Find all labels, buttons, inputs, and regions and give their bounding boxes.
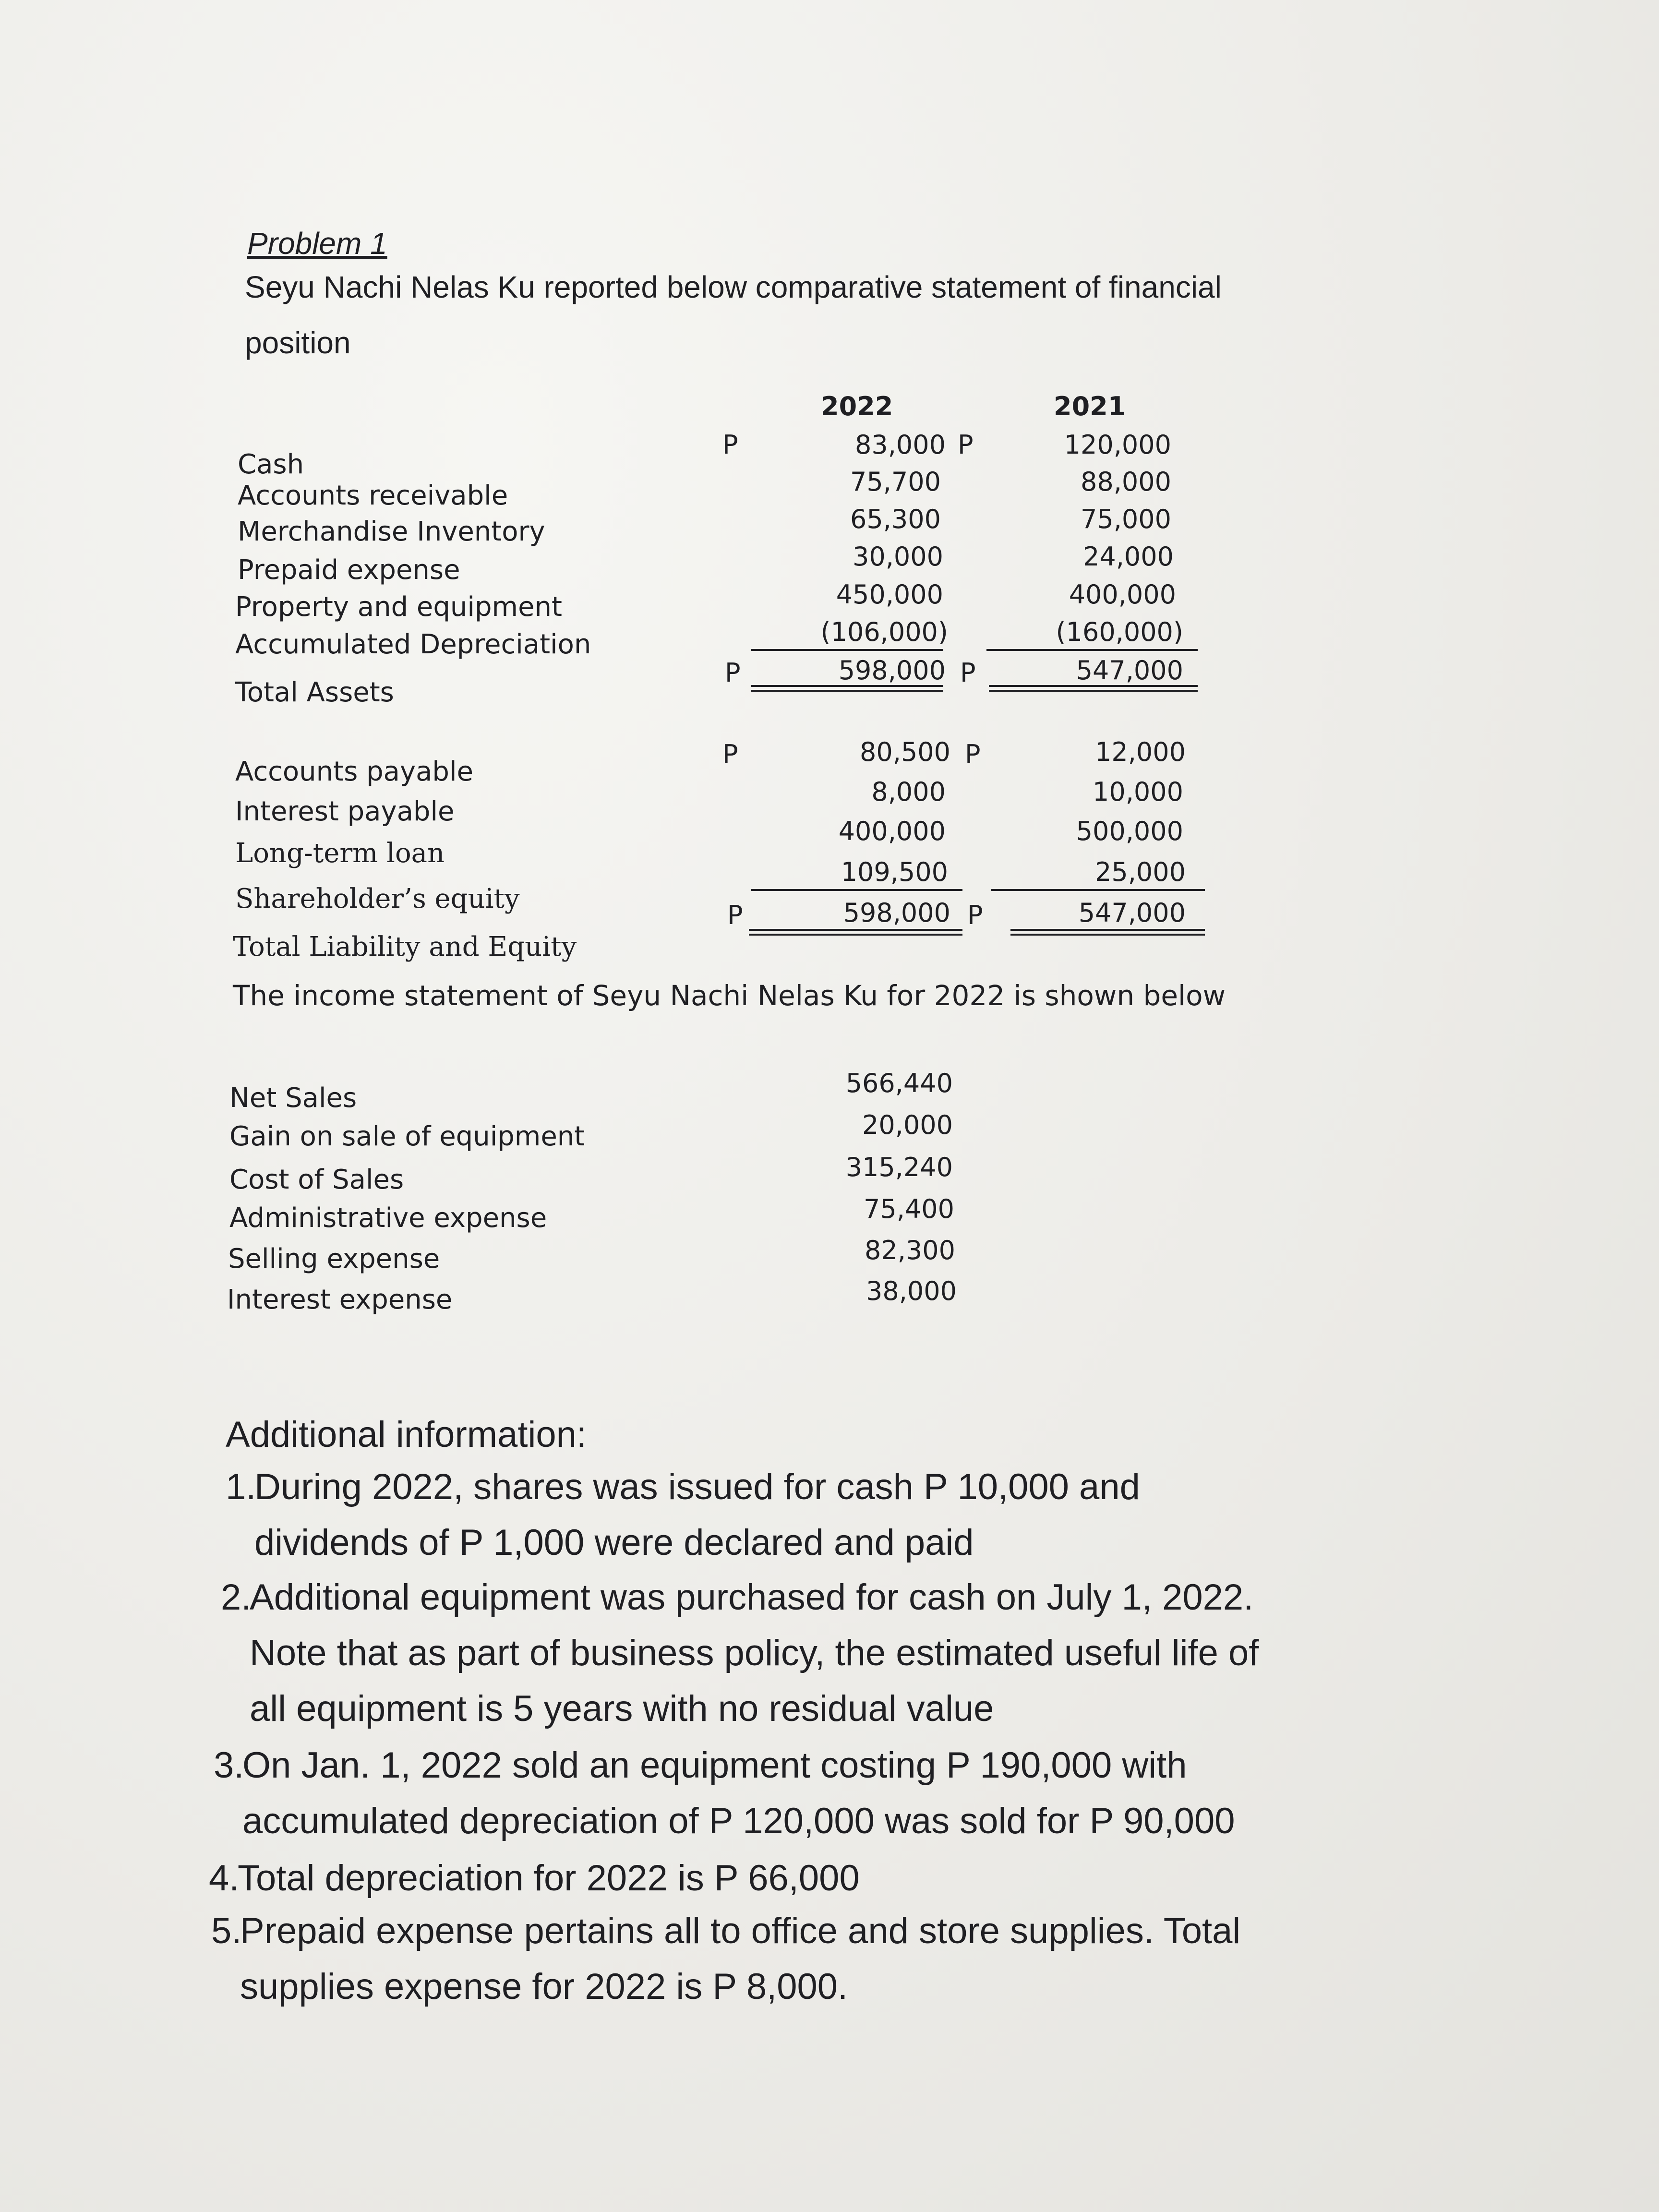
total-assets-label: Total Assets — [235, 677, 394, 708]
asset-2022: 75,700 — [850, 467, 941, 497]
total-double-rule — [749, 929, 962, 936]
liability-2021: 12,000 — [1095, 737, 1186, 767]
currency-symbol: P — [722, 739, 738, 769]
liability-2022: 8,000 — [871, 777, 946, 807]
income-value: 566,440 — [845, 1068, 953, 1098]
asset-2021: 400,000 — [1069, 579, 1176, 610]
total-double-rule — [1010, 929, 1205, 936]
item-number: 2. — [221, 1577, 252, 1618]
currency-symbol: P — [965, 739, 981, 769]
income-label: Net Sales — [229, 1082, 357, 1114]
asset-2022: (106,000) — [820, 617, 948, 647]
asset-2022: 65,300 — [850, 504, 941, 534]
subtotal-rule — [751, 889, 962, 891]
liability-label: Long-term loan — [235, 838, 445, 869]
income-label: Gain on sale of equipment — [229, 1121, 585, 1152]
asset-label: Merchandise Inventory — [238, 516, 545, 547]
total-double-rule — [989, 685, 1198, 692]
liability-2021: 500,000 — [1076, 816, 1183, 846]
liability-label: Accounts payable — [235, 756, 473, 787]
asset-label: Cash — [238, 449, 304, 480]
subtotal-rule — [991, 889, 1205, 891]
asset-2022: 30,000 — [853, 541, 943, 572]
item-text: Total depreciation for 2022 is P 66,000 — [238, 1858, 860, 1899]
asset-2021: 120,000 — [1064, 430, 1171, 460]
currency-symbol: P — [960, 658, 976, 688]
item-text: Additional equipment was purchased for cash on July 1, 2022. Note that as part of business policy, the estimated useful life of all equipment is 5 years with no residual value — [250, 1577, 1259, 1729]
asset-2021: 88,000 — [1081, 467, 1171, 497]
item-number: 5. — [211, 1911, 242, 1951]
liability-2022: 80,500 — [860, 737, 950, 767]
liability-2021: 10,000 — [1093, 777, 1183, 807]
asset-2021: (160,000) — [1056, 617, 1183, 647]
income-value: 38,000 — [866, 1276, 957, 1306]
income-statement-heading: The income statement of Seyu Nachi Nelas Ku for 2022 is shown below — [233, 979, 1226, 1012]
asset-label: Prepaid expense — [238, 554, 460, 586]
income-value: 82,300 — [865, 1235, 955, 1265]
additional-heading: Additional information: — [226, 1414, 587, 1455]
additional-item — [209, 1851, 1265, 1906]
total-double-rule — [751, 685, 943, 692]
item-number: 3. — [214, 1745, 244, 1786]
asset-label: Accumulated Depreciation — [235, 629, 591, 660]
currency-symbol: P — [725, 658, 741, 688]
asset-2021: 24,000 — [1083, 541, 1174, 572]
currency-symbol: P — [727, 900, 743, 930]
liability-2022: 400,000 — [838, 816, 946, 846]
currency-symbol: P — [958, 430, 974, 460]
header-2022: 2022 — [821, 391, 893, 421]
additional-item — [226, 1459, 1282, 1571]
liability-2022: 109,500 — [841, 857, 948, 887]
additional-item — [211, 1903, 1267, 2015]
income-label: Interest expense — [227, 1284, 453, 1315]
currency-symbol: P — [722, 430, 738, 460]
asset-label: Property and equipment — [235, 591, 562, 623]
income-label: Administrative expense — [229, 1202, 547, 1234]
liability-label: Shareholder’s equity — [235, 883, 520, 914]
item-text: On Jan. 1, 2022 sold an equipment costing P 190,000 with accumulated depreciation of P 120,000 was sold for P 90,000 — [242, 1745, 1235, 1841]
asset-label: Accounts receivable — [238, 480, 508, 511]
subtotal-rule — [751, 649, 943, 651]
additional-item — [214, 1738, 1270, 1849]
total-assets-2022: 598,000 — [838, 655, 946, 685]
header-2021: 2021 — [1054, 391, 1126, 421]
total-liab-equity-label: Total Liability and Equity — [233, 931, 577, 962]
problem-title: Problem 1 — [247, 226, 387, 261]
item-text: During 2022, shares was issued for cash P 10,000 and dividends of P 1,000 were declared and paid — [254, 1467, 1140, 1563]
total-assets-2021: 547,000 — [1076, 655, 1183, 685]
problem-intro: Seyu Nachi Nelas Ku reported below comparative statement of financial position — [245, 270, 1222, 360]
asset-2022: 450,000 — [836, 579, 943, 610]
liability-label: Interest payable — [235, 796, 455, 827]
subtotal-rule — [986, 649, 1198, 651]
liability-2021: 25,000 — [1095, 857, 1186, 887]
income-label: Cost of Sales — [229, 1164, 404, 1195]
asset-2022: 83,000 — [855, 430, 946, 460]
income-value: 20,000 — [862, 1110, 953, 1140]
asset-2021: 75,000 — [1081, 504, 1171, 534]
total-liab-equity-2021: 547,000 — [1078, 898, 1186, 928]
income-value: 315,240 — [845, 1152, 953, 1182]
item-text: Prepaid expense pertains all to office and store supplies. Total supplies expense for 2022 is P 8,000. — [240, 1911, 1241, 2007]
item-number: 1. — [226, 1467, 256, 1507]
additional-item — [221, 1570, 1277, 1737]
income-value: 75,400 — [864, 1194, 954, 1224]
currency-symbol: P — [967, 900, 983, 930]
income-label: Selling expense — [228, 1243, 440, 1274]
item-number: 4. — [209, 1858, 240, 1899]
total-liab-equity-2022: 598,000 — [843, 898, 950, 928]
